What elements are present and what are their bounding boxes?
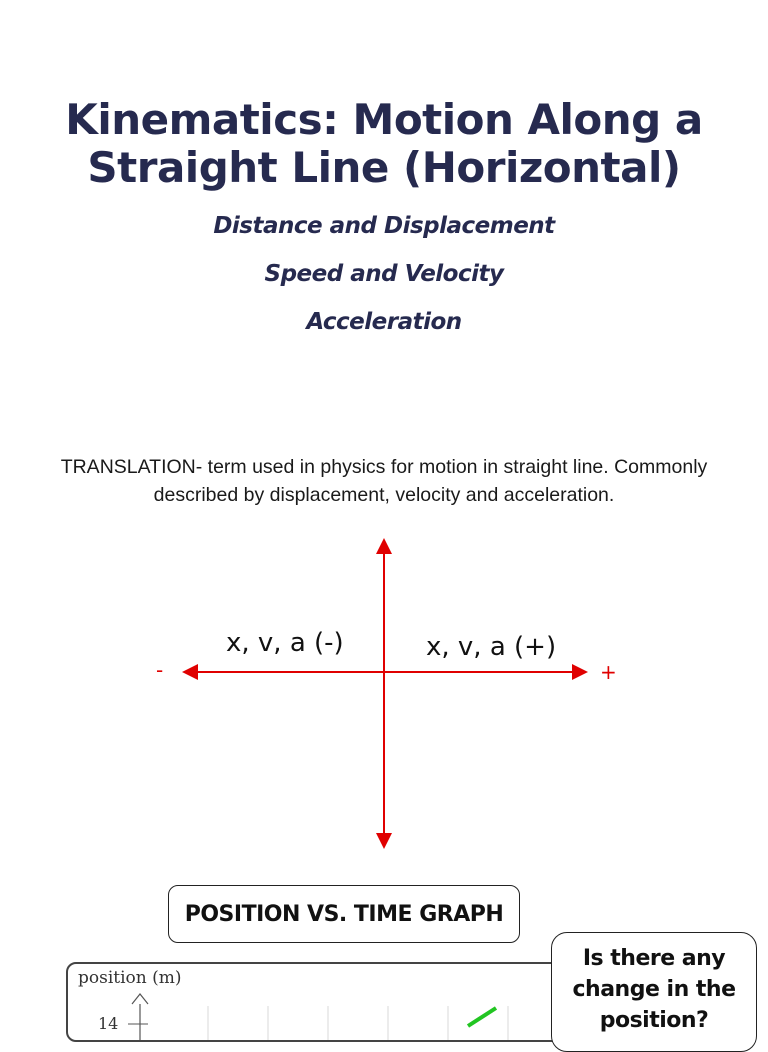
translation-definition: TRANSLATION- term used in physics for motion in straight line. Commonly described by displacement, velocity and acceleration. [60, 456, 708, 506]
subtitle-distance-displacement: Distance and Displacement [213, 213, 555, 239]
callout-line-2: change in the [572, 977, 736, 1002]
graph-y-axis-label: position (m) [78, 968, 182, 988]
subtitle-acceleration: Acceleration [306, 309, 462, 335]
graph-line-segment [468, 1008, 496, 1026]
negative-sign: - [156, 658, 164, 682]
page-title [0, 96, 768, 192]
callout-line-1: Is there any [582, 946, 726, 971]
graph-tick-label: 14 [98, 1014, 119, 1033]
negative-quadrant-label: x, v, a (-) [226, 628, 344, 658]
position-change-callout [551, 932, 757, 1052]
graph-y-arrow [132, 994, 148, 1004]
title-line-1: Kinematics: Motion Along a [65, 95, 703, 144]
graph-heading-box [168, 885, 520, 943]
subtitle-speed-velocity: Speed and Velocity [264, 261, 504, 287]
positive-quadrant-label: x, v, a (+) [426, 632, 557, 662]
title-line-2: Straight Line (Horizontal) [87, 143, 681, 192]
callout-line-3: position? [599, 1008, 709, 1033]
graph-heading: POSITION VS. TIME GRAPH [184, 901, 504, 927]
axes-diagram [0, 530, 768, 864]
axes-svg [0, 530, 768, 860]
positive-sign: + [600, 660, 617, 684]
position-time-graph [66, 962, 566, 1042]
